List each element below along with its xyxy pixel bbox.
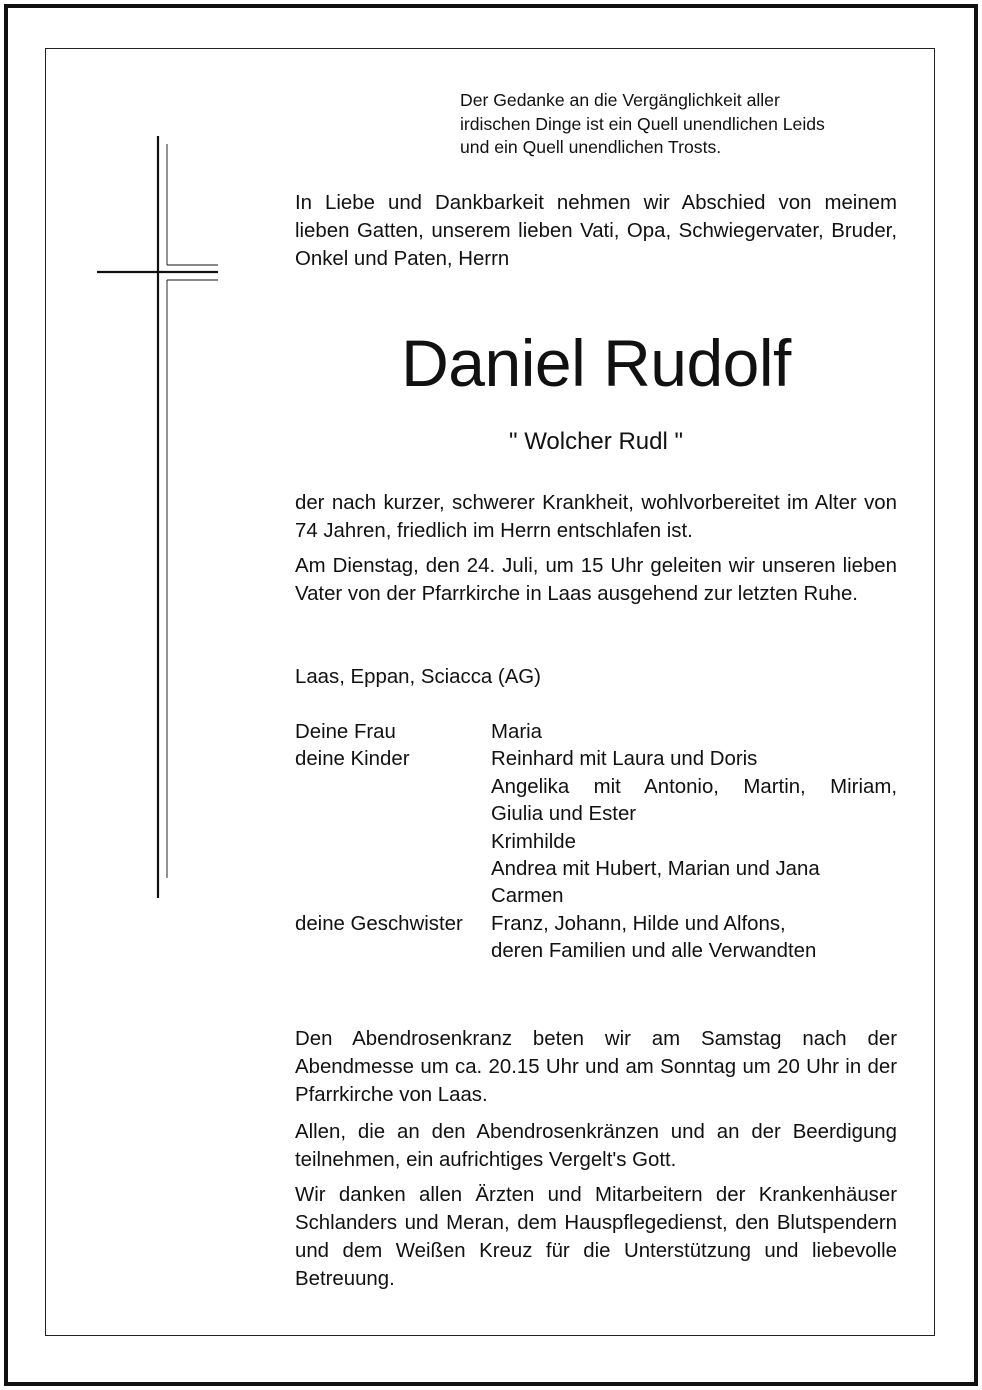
- relation-label: deine Geschwister: [295, 912, 463, 935]
- motto-line: irdischen Dinge ist ein Quell unendlichen Leids: [460, 113, 825, 134]
- mourner-row-children: [295, 746, 897, 910]
- motto-line: Der Gedanke an die Vergänglichkeit aller: [460, 90, 780, 110]
- mourner-names: Krimhilde: [491, 830, 576, 853]
- motto-line: und ein Quell unendlichen Trosts.: [460, 137, 722, 157]
- funeral-paragraph: Am Dienstag, den 24. Juli, um 15 Uhr geleiten wir unseren lieben Vater von der Pfarrkirche in Laas ausgehend zur letzten Ruhe.: [295, 555, 897, 605]
- mourner-names: deren Familien und alle Verwandten: [491, 940, 817, 963]
- motto-quote: [460, 89, 890, 160]
- mourner-names: Maria: [491, 721, 542, 743]
- rosary-paragraph: Den Abendrosenkranz beten wir am Samstag nach der Abendmesse um ca. 20.15 Uhr und am Sonntag um 20 Uhr in der Pfarrkirche von Laas.: [295, 1028, 897, 1106]
- mourner-names: Franz, Johann, Hilde und Alfons,: [491, 912, 786, 935]
- relation-label: deine Kinder: [295, 748, 410, 771]
- mourner-names: Giulia und Ester: [491, 803, 637, 826]
- mourner-names: Carmen: [491, 885, 564, 908]
- mourner-names: Reinhard mit Laura und Doris: [491, 748, 758, 771]
- mourner-names: Andrea mit Hubert, Marian und Jana: [491, 858, 820, 881]
- thanks-caregivers-paragraph: Wir danken allen Ärzten und Mitarbeitern der Krankenhäuser Schlanders und Meran, dem Hauspflegedienst, den Blutspendern und dem Weißen Kreuz für die Unterstützung und liebevolle Betreuung.: [295, 1184, 897, 1290]
- death-notice-paragraph: der nach kurzer, schwerer Krankheit, wohlvorbereitet im Alter von 74 Jahren, friedlich im Herrn entschlafen ist.: [295, 492, 897, 542]
- mourners-list: [295, 719, 897, 966]
- relation-label: Deine Frau: [295, 721, 396, 743]
- deceased-nickname: " Wolcher Rudl ": [509, 428, 683, 455]
- places-line: Laas, Eppan, Sciacca (AG): [295, 666, 541, 688]
- deceased-name: Daniel Rudolf: [401, 326, 791, 400]
- mourner-names: Angelika mit Antonio, Martin, Miriam,: [491, 775, 897, 798]
- mourner-row-wife: [295, 719, 897, 746]
- intro-paragraph: In Liebe und Dankbarkeit nehmen wir Abschied von meinem lieben Gatten, unserem lieben Vati, Opa, Schwiegervater, Bruder, Onkel und Paten, Herrn: [295, 192, 897, 270]
- mourner-row-siblings: [295, 911, 897, 966]
- thanks-participants-paragraph: Allen, die an den Abendrosenkränzen und an der Beerdigung teilnehmen, ein aufrichtiges Vergelt's Gott.: [295, 1121, 897, 1171]
